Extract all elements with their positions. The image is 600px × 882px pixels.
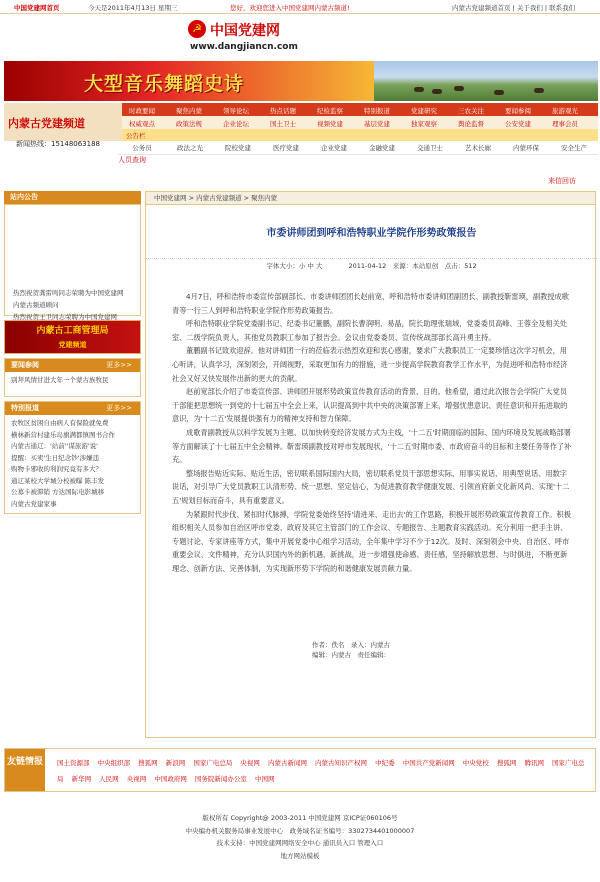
article-meta: 字体大小：小 中 大 2011-04-12 来源：本站原创 点击：512 (146, 258, 597, 270)
special-more-link[interactable]: 更多>> (106, 404, 132, 412)
friend-link[interactable]: 搜狐网 (496, 759, 517, 767)
nav-row-1 (122, 103, 598, 116)
nav-item[interactable]: 要闻参阅 (505, 107, 531, 115)
article-paragraph: 整场报告贴近实际、贴近生活，密切联系国际国内大局，密切联系党员干部思想实际，用事实说话、用典型说话、用数字说话，对引导广大党员教职工认清形势、统一思想、坚定信心，为促进教育教学健康发展、引领首府新文化新风尚、实现'十二五'规划目标而奋斗，具有重要意义。 (172, 468, 570, 505)
news-item[interactable]: 别拜风情甘进大年一个蒙古族牧民 (11, 376, 109, 384)
friend-link[interactable]: 央视网 (240, 759, 260, 767)
nav-item[interactable]: 时政要闻 (129, 107, 155, 115)
notice-title: 站内公告 (10, 193, 38, 201)
notice-header (4, 191, 141, 204)
friend-link[interactable]: 内蒙古新闻网 (267, 759, 307, 767)
banner-text: 大型音乐舞蹈史诗 (84, 73, 245, 95)
channel-logo[interactable] (4, 103, 122, 141)
article-title: 市委讲师团到呼和浩特职业学院作形势政策报告 (266, 228, 477, 239)
nav-item[interactable]: 聚焦内蒙 (176, 107, 202, 115)
horse-shape (432, 89, 442, 94)
news-hotline: 新闻热线：15148063188 (16, 140, 100, 148)
nav-item[interactable]: 热点话题 (270, 107, 296, 115)
horse-shape (494, 90, 504, 95)
nav-item[interactable]: 党建研究 (411, 107, 437, 115)
nav-item[interactable]: 旅游观光 (552, 107, 578, 115)
template-line: 地方网站模板 (280, 851, 320, 860)
special-item[interactable]: 公募卡被滞销 方达国际电影城移 (11, 488, 105, 496)
article-paragraph: 呼和浩特职业学院党委副书记、纪委书记董鹏，副院长曹润明、易晶，院长助理张瑞域，党委委员高峰、王蓉全及相关处室、二级学院负责人，其他党员教职工参加了报告会。会议由党委委员、宣传统战部部长高升勇主持。 (172, 319, 567, 342)
grassland-image (374, 61, 598, 101)
party-emblem-icon: ☭ (188, 20, 206, 38)
nav-row-3 (122, 129, 598, 141)
friend-link[interactable]: 中国网 (254, 775, 275, 783)
logo-name: 中国党建网 (210, 23, 280, 39)
special-title: 特别报道 (11, 404, 39, 412)
nav-item[interactable]: 政策法规 (176, 120, 202, 128)
author-line: 作者：佚名 录入：内蒙古 (312, 641, 390, 649)
copyright-line: 版权所有 Copyright@ 2003-2011 中国党建网 京ICP证060106号 (202, 814, 398, 822)
editor-line: 编辑：内蒙古 责任编辑： (312, 651, 390, 659)
support-line[interactable]: 技术支持：中国党建网网络安全中心 通讯员入口 管理入口 (216, 839, 384, 847)
im-banner-sub: 党建频道 (58, 341, 87, 349)
friend-link[interactable]: 搜狐网 (138, 759, 158, 767)
friend-link[interactable]: 中国政府网 (154, 775, 187, 783)
breadcrumb[interactable]: 中国党建网 > 内蒙古党建频道 > 聚焦内蒙 (146, 192, 595, 205)
main-navigation (4, 103, 598, 141)
subnav-item[interactable]: 企业党建 (321, 144, 347, 152)
banner-ad[interactable] (4, 61, 374, 101)
page-footer (0, 812, 600, 862)
top-links[interactable]: 内蒙古党建频道首页 | 关于我们 | 联系我们 (452, 4, 576, 12)
notice-item[interactable]: 内蒙古频道顾问 (13, 301, 59, 309)
home-link[interactable]: 中国党建网首页 (14, 4, 60, 12)
article-author (312, 640, 390, 660)
organization-line: 中央编办机关服务局事业发展中心 政务域名证书编号：3302734401000007 (185, 826, 415, 835)
nav-item[interactable]: 纪检监察 (317, 107, 343, 115)
friend-link[interactable]: 中央组织部 (97, 759, 131, 767)
friend-link[interactable]: 中纪委 (375, 759, 395, 767)
logo-url: www.dangjiancn.com (190, 42, 298, 52)
friend-link[interactable]: 国家广电总局 (57, 759, 585, 783)
horse-shape (534, 88, 544, 93)
friend-link[interactable]: 内蒙古知识产权网 (315, 759, 368, 767)
subnav-item[interactable]: 政法之光 (177, 144, 203, 152)
nav-item[interactable]: 领导论坛 (223, 107, 249, 115)
article-paragraph: 成歌青副教授从以科学发展为主题、以加快转变经济发展方式为主线，'十二五'时期面临的国际、国内环境及发展战略部署等方面解读了十七届五中全会精神。靳雷瑛副教授对呼市发展现状，'十二五'时期市委、市政府奋斗的目标和主要任务等作了补充。 (172, 427, 572, 465)
nav-row-2 (122, 116, 598, 129)
friend-links-list (57, 755, 587, 787)
subnav-item[interactable]: 安全生产 (561, 144, 587, 152)
friend-link[interactable]: 国家广电总局 (193, 759, 233, 767)
notice-item[interactable]: 热烈祝贺王卫同志荣聘为中国党建网 (13, 313, 117, 321)
top-bar (0, 0, 600, 14)
nav-item[interactable]: 视频党建 (317, 120, 343, 128)
friend-links (4, 748, 596, 792)
special-item[interactable]: 提醒：买卖'生日纪念钞'涉嫌违 (11, 453, 100, 462)
nav-item[interactable]: 舆论监督 (458, 120, 484, 128)
top-banner[interactable] (4, 61, 598, 101)
nav-item[interactable]: 三农关注 (458, 107, 484, 115)
nav-item[interactable]: 基层党建 (364, 120, 390, 128)
horse-shape (454, 86, 464, 91)
nav-item[interactable]: 独家观察 (411, 120, 437, 128)
subnav-item[interactable]: 内蒙环保 (513, 144, 539, 152)
subnav-item[interactable]: 院校党建 (225, 144, 251, 152)
special-item[interactable]: 通辽某校大学城分校被曝 陈丰发 (11, 476, 105, 485)
article-paragraph: 4月7日，呼和浩特市委宣传部副部长、市委讲师团团长赵前宽，呼和浩特市委讲师团副团长、副教授靳雷瑛，副教授成歌青等一行三人到呼和浩特职业学院作形势政策报告。 (172, 292, 569, 315)
notice-item[interactable]: 热烈祝贺龚雷鸣同志荣聘为中国党建网 (13, 289, 124, 297)
nav-item[interactable]: 特别报道 (364, 107, 390, 115)
article-paragraph: 为紧跟时代步伐、紧扣时代脉搏，学院党委始终坚持'请进来、走出去'的工作思路，积极开展形势政策宣传教育工作。积极组织相关人员参加自治区呼市党委、政府及其它主管部门的工作会议、专题报告、主题教育实践活动。充分利用一把手主讲、专题讨论、专家讲座等方式，集中开展党委中心组学习活动，全年集中学习不少于12次。及时、深刻领会中央、自治区、呼市重要会议、文件精神，充分认识国内外的新机遇、新挑战，进一步增强使命感、责任感，坚持解放思想、与时俱进，不断更新理念、创新方法、完善体制，为实现新形势下学院的和谐健康发展贡献力量。 (172, 509, 571, 573)
special-box (4, 401, 141, 514)
special-header (5, 402, 140, 415)
subnav-item[interactable]: 金融党建 (369, 144, 395, 152)
nav-item[interactable]: 企业论坛 (223, 120, 249, 128)
nav-item[interactable]: 权威观点 (129, 120, 155, 128)
notice-board-link[interactable]: 公告栏 (126, 132, 146, 140)
im-business-banner[interactable] (4, 320, 141, 354)
subnav-item[interactable]: 交通卫士 (417, 144, 443, 152)
friend-link[interactable]: 人民网 (99, 775, 119, 783)
news-list (5, 372, 140, 396)
article-paragraph: 董鹏副书记致欢迎辞。他对讲师团一行的莅临表示热烈欢迎和衷心感谢，要求广大教职员工一定要珍惜这次学习机会，用心听讲，认真学习，深刻领会，开阔视野，采取更加有力的措施，进一步提高学院教育教学工作水平，为促进呼和浩特市经济社会又好又快发展作出新的更大的贡献。 (172, 346, 568, 383)
special-item[interactable]: 内蒙古通辽：'站前''谋旅游'说' (11, 442, 98, 450)
special-item[interactable]: 农牧区贫困自由病人有保险就免费 (11, 419, 109, 427)
subnav-item[interactable]: 艺术长廊 (465, 144, 491, 152)
friend-link[interactable]: 中国共产党新闻网 (402, 759, 455, 767)
friend-link[interactable]: 国土资源部 (57, 759, 90, 767)
notice-box (4, 204, 141, 321)
subnav-item[interactable]: 公务员 (132, 144, 152, 152)
special-item[interactable]: 横林新营村建乐岛旗满都镇图书合作 (11, 430, 115, 439)
friend-link[interactable]: 国务院新闻办公室 (194, 775, 247, 783)
article-panel (145, 191, 596, 738)
friend-link[interactable]: 中央党校 (462, 759, 489, 767)
welcome-text: 您好，欢迎您进入中国党建网内蒙古频道! (230, 4, 350, 12)
sub-navigation (118, 141, 598, 155)
sidebar (4, 191, 141, 514)
current-date: 今天是2011年4月13日 星期三 (88, 4, 178, 12)
article-body (172, 290, 572, 575)
special-list (5, 415, 140, 513)
notice-list (13, 287, 124, 323)
letters-link[interactable]: 来信回访 (548, 177, 576, 185)
nav-item[interactable]: 公安党建 (505, 120, 531, 128)
people-query-link[interactable]: 人员查询 (118, 156, 146, 164)
friend-link[interactable]: 腾讯网 (524, 759, 544, 767)
im-banner-title: 内蒙古工商管理局 (36, 326, 109, 336)
special-item[interactable]: 购物卡邪收的利润究竟有多大？ (11, 465, 102, 473)
nav-item[interactable]: 理事会员 (552, 120, 578, 128)
special-item[interactable]: 内蒙古党建家事 (11, 499, 57, 508)
friend-links-header: 友链情报 (5, 749, 45, 791)
news-header (5, 359, 140, 372)
friend-link[interactable]: 央视网 (126, 775, 147, 783)
site-logo[interactable] (188, 18, 308, 58)
horse-shape (414, 87, 424, 92)
article-paragraph: 赵前宽部长介绍了市委宣传部、讲师团开展形势政策宣传教育活动的背景、目的。他希望，通过此次报告会学院广大党员干部能把思想统一到党的十七届五中全会上来，认识提高到中共中央的决策部署上来，增强忧患意识、责任意识和开拓进取的意识，为'十二五'发展提供强有力的精神支持和智力保障。 (172, 387, 568, 424)
news-title: 要闻参阅 (11, 361, 39, 369)
friend-link[interactable]: 新浪网 (165, 759, 186, 767)
news-more-link[interactable]: 更多>> (106, 361, 132, 369)
channel-title: 内蒙古党建频道 (8, 117, 85, 130)
news-box (4, 358, 141, 397)
subnav-item[interactable]: 医疗党建 (273, 144, 299, 152)
friend-link[interactable]: 新华网 (71, 775, 92, 783)
nav-item[interactable]: 国土卫士 (270, 120, 296, 128)
